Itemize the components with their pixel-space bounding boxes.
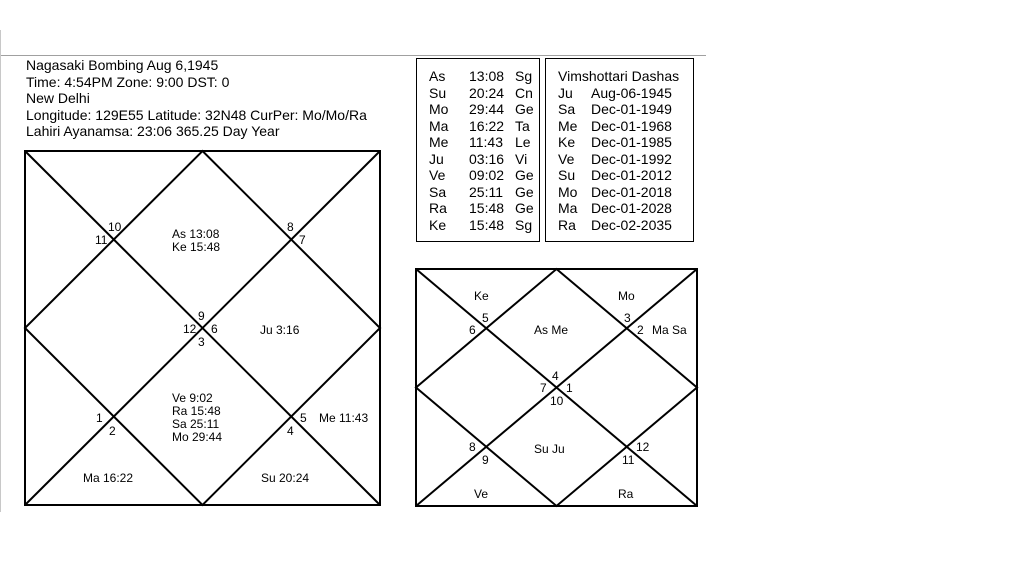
house-planet: Su 20:24 bbox=[261, 471, 310, 485]
sign-number: 7 bbox=[540, 381, 547, 395]
house-planet: Ju 3:16 bbox=[260, 323, 300, 337]
sign-number: 10 bbox=[108, 220, 122, 234]
house-planet: As 13:08 bbox=[172, 227, 220, 241]
planet-positions-table: As 13:08 Sg Su 20:24 Cn Mo 29:44 Ge Ma 16:22 Ta Me 11:43 Le Ju 03:16 Vi Ve 09:02 Ge Sa 25:11 Ge Ra 15:48 Ge Ke 15:48 Sg bbox=[416, 58, 540, 242]
house-planet: Sa 25:11 bbox=[172, 417, 220, 431]
sign-number: 8 bbox=[287, 220, 294, 234]
house-planet: Ke bbox=[474, 289, 489, 303]
header-title: Nagasaki Bombing Aug 6,1945 bbox=[26, 57, 219, 73]
header-ayanamsa: Lahiri Ayanamsa: 23:06 365.25 Day Year bbox=[26, 123, 280, 139]
sign-number: 12 bbox=[183, 322, 197, 336]
sign-number: 1 bbox=[96, 411, 103, 425]
sign-number: 1 bbox=[566, 381, 573, 395]
sign-number: 7 bbox=[299, 233, 306, 247]
sign-number: 8 bbox=[469, 440, 476, 454]
sign-number: 12 bbox=[636, 440, 650, 454]
sign-number: 4 bbox=[552, 369, 559, 383]
sign-number: 3 bbox=[198, 335, 205, 349]
sign-number: 4 bbox=[287, 424, 294, 438]
house-planet: Ma 16:22 bbox=[83, 471, 134, 485]
sign-number: 11 bbox=[622, 453, 635, 467]
dasha-title: Vimshottari Dashas bbox=[558, 68, 680, 84]
header-time: Time: 4:54PM Zone: 9:00 DST: 0 bbox=[26, 73, 230, 90]
house-planet: Ke 15:48 bbox=[172, 240, 221, 254]
sign-number: 11 bbox=[95, 233, 108, 247]
house-planet: Me 11:43 bbox=[319, 411, 369, 425]
sign-number: 5 bbox=[300, 411, 307, 425]
house-planet: Ve bbox=[474, 487, 489, 501]
sign-number: 5 bbox=[482, 311, 489, 325]
sign-number: 9 bbox=[198, 309, 205, 323]
sign-number: 2 bbox=[109, 424, 116, 438]
house-planet: Ve 9:02 bbox=[172, 391, 213, 405]
rasi-chart bbox=[25, 151, 380, 505]
house-planet: Mo 29:44 bbox=[172, 430, 223, 444]
house-planet: Ma Sa bbox=[652, 323, 687, 337]
navamsa-chart bbox=[416, 269, 697, 506]
header-coordinates: Longitude: 129E55 Latitude: 32N48 CurPer: Mo/Mo/Ra bbox=[26, 106, 367, 123]
house-planet: Mo bbox=[618, 289, 635, 303]
house-planet: Ra bbox=[618, 487, 634, 501]
sign-number: 2 bbox=[637, 323, 644, 337]
sign-number: 6 bbox=[211, 322, 218, 336]
sign-number: 3 bbox=[624, 311, 631, 325]
vimshottari-dashas-table: Vimshottari Dashas Ju Aug-06-1945 Sa Dec-01-1949 Me Dec-01-1968 Ke Dec-01-1985 Ve Dec-01-1992 Su Dec-01-2012 Mo Dec-01-2018 Ma Dec-01-2028 Ra Dec-02-2035 bbox=[545, 58, 694, 242]
house-planet: Su Ju bbox=[534, 442, 565, 456]
house-planet: Ra 15:48 bbox=[172, 404, 221, 418]
sign-number: 6 bbox=[469, 323, 476, 337]
header-place: New Delhi bbox=[26, 90, 90, 106]
sign-number: 10 bbox=[550, 394, 564, 408]
sign-number: 9 bbox=[482, 453, 489, 467]
house-planet: As Me bbox=[534, 323, 569, 337]
